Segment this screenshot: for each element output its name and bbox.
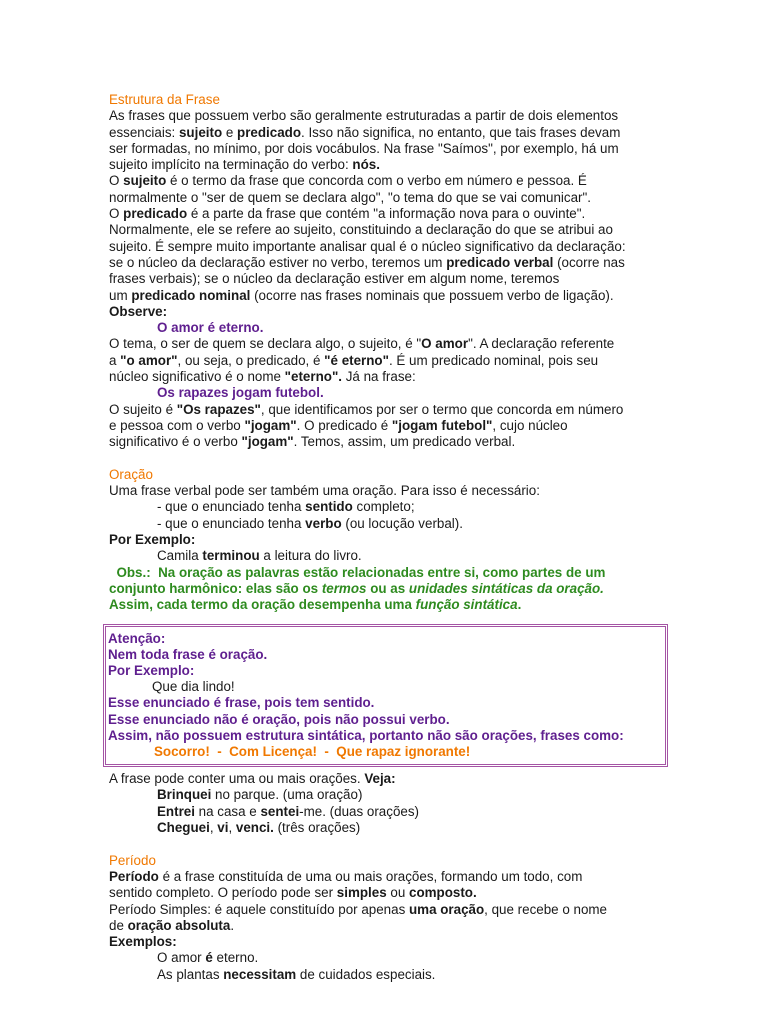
- text: e pessoa com o verbo: [109, 417, 245, 433]
- document-body: [109, 92, 669, 983]
- text: . O predicado é: [296, 417, 392, 433]
- text: de: [109, 917, 128, 933]
- text: a leitura do livro.: [259, 548, 362, 564]
- text: se o núcleo da declaração estiver no verbo, teremos um: [109, 254, 447, 270]
- bold-term: Brinquei: [157, 787, 212, 803]
- paragraph-line: ser formadas, no mínimo, por dois vocábulos. Na frase "Saímos", por exemplo, há um: [109, 140, 619, 156]
- text: , que recebe o nome: [484, 901, 608, 917]
- bold-term: sentido: [305, 499, 353, 515]
- paragraph-line: [109, 125, 669, 141]
- attention-title: Atenção:: [108, 630, 166, 646]
- paragraph-line: [109, 885, 669, 901]
- text: um: [109, 287, 132, 303]
- paragraph-line: Uma frase verbal pode ser também uma oração. Para isso é necessário:: [109, 483, 540, 499]
- italic-term: termos: [321, 580, 367, 596]
- paragraph-line: normalmente o "ser de quem se declara algo", "o tema do que se vai comunicar".: [109, 189, 591, 205]
- bold-term: oração absoluta: [127, 917, 231, 933]
- obs-note: Obs.: Na oração as palavras estão relacionadas entre si, como partes de um: [109, 564, 606, 580]
- bold-term: sujeito: [178, 124, 223, 140]
- text: , ou seja, o predicado, é: [177, 352, 325, 368]
- bold-term: "é eterno": [324, 352, 389, 368]
- bold-term: "jogam": [241, 434, 294, 450]
- bold-term: vi: [217, 820, 229, 836]
- bold-term: "jogam futebol": [391, 417, 493, 433]
- text: a: [109, 352, 121, 368]
- section-heading-oracao: Oração: [109, 466, 153, 482]
- bold-label: Observe:: [109, 303, 168, 319]
- bold-term: nós.: [352, 157, 380, 173]
- paragraph-line: [109, 353, 669, 369]
- paragraph-line: As frases que possuem verbo são geralmente estruturadas a partir de dois elementos: [109, 108, 619, 124]
- bold-term: é: [205, 950, 213, 966]
- text: ,: [209, 820, 218, 836]
- bold-term: sujeito: [123, 173, 167, 189]
- example-sentence: [109, 820, 669, 836]
- bold-label: Exemplos:: [109, 934, 177, 950]
- paragraph-line: frases verbais); se o núcleo da declaração estiver em algum nome, teremos: [109, 271, 560, 287]
- text: de cuidados especiais.: [296, 966, 436, 982]
- attention-line: Esse enunciado é frase, pois tem sentido.: [108, 695, 375, 711]
- bold-term: venci.: [235, 820, 274, 836]
- bold-term: verbo: [305, 515, 342, 531]
- bold-term: composto.: [409, 885, 477, 901]
- requirement-item: [109, 499, 669, 515]
- text: conjunto harmônico: elas são os: [109, 580, 322, 596]
- bold-term: Período: [109, 868, 159, 884]
- bold-term: simples: [336, 885, 387, 901]
- paragraph-line: [109, 173, 669, 189]
- por-exemplo-label: [109, 532, 669, 548]
- bold-term: "jogam": [244, 417, 297, 433]
- paragraph-line: [109, 902, 669, 918]
- text: O tema, o ser de quem se declara algo, o sujeito, é ": [109, 336, 422, 352]
- paragraph-line: [109, 288, 669, 304]
- text: ". A declaração referente: [468, 336, 615, 352]
- italic-term: função sintática: [415, 597, 518, 613]
- text: é a parte da frase que contém "a informação nova para o ouvinte".: [187, 206, 586, 222]
- text: . Isso não significa, no entanto, que tais frases devam: [301, 124, 621, 140]
- bold-term: predicado nominal: [131, 287, 251, 303]
- example-sentence: [109, 787, 669, 803]
- text: .: [230, 917, 235, 933]
- text: eterno.: [212, 950, 259, 966]
- example-sentence: Os rapazes jogam futebol.: [157, 385, 324, 401]
- paragraph-line: Normalmente, ele se refere ao sujeito, constituindo a declaração do que se atribui ao: [109, 222, 613, 238]
- text: Assim, cada termo da oração desempenha uma: [109, 597, 416, 613]
- text: ,: [228, 820, 236, 836]
- text: , cujo núcleo: [492, 417, 568, 433]
- bold-term: "o amor": [120, 352, 178, 368]
- example-sentence: [109, 950, 669, 966]
- text: , que identificamos por ser o termo que concorda em número: [260, 401, 624, 417]
- bold-term: Cheguei: [157, 820, 210, 836]
- text: (ocorre nas frases nominais que possuem verbo de ligação).: [250, 287, 614, 303]
- attention-line: Nem toda frase é oração.: [108, 646, 268, 662]
- text: e: [222, 124, 238, 140]
- text: sentido completo. O período pode ser: [109, 885, 337, 901]
- italic-term: unidades sintáticas da oração.: [408, 580, 604, 596]
- example-sentence: [109, 804, 669, 820]
- bold-term: predicado: [237, 124, 302, 140]
- text: no parque. (uma oração): [211, 787, 363, 803]
- text: na casa e: [194, 803, 261, 819]
- text: - que o enunciado tenha: [157, 515, 306, 531]
- observe-label: [109, 304, 669, 320]
- section-heading-estrutura: Estrutura da Frase: [109, 92, 220, 107]
- requirement-item: [109, 516, 669, 532]
- text: núcleo significativo é o nome: [109, 369, 285, 385]
- example-sentence: [109, 548, 669, 564]
- paragraph-line: [109, 336, 669, 352]
- text: Camila: [157, 548, 203, 564]
- text: .: [517, 597, 522, 613]
- attention-examples: Socorro! - Com Licença! - Que rapaz ignorante!: [154, 743, 471, 759]
- text: . É um predicado nominal, pois seu: [388, 352, 599, 368]
- text: A frase pode conter uma ou mais orações.: [109, 771, 365, 787]
- paragraph-line: [109, 369, 669, 385]
- obs-note: [109, 581, 669, 597]
- paragraph-line: sujeito. É sempre muito importante analisar qual é o núcleo significativo da declaração:: [109, 238, 626, 254]
- bold-term: O amor: [421, 336, 469, 352]
- attention-line: Por Exemplo:: [108, 662, 195, 678]
- text: ou: [386, 885, 409, 901]
- text: significativo é o verbo: [109, 434, 242, 450]
- spacer: [109, 836, 669, 852]
- text: é a frase constituída de uma ou mais orações, formando um todo, com: [158, 868, 583, 884]
- bold-term: terminou: [202, 548, 260, 564]
- text: . Temos, assim, um predicado verbal.: [293, 434, 516, 450]
- bold-term: necessitam: [223, 966, 297, 982]
- bold-term: predicado verbal: [446, 254, 554, 270]
- paragraph-line: [109, 869, 669, 885]
- exemplos-label: [109, 934, 669, 950]
- example-sentence: O amor é eterno.: [157, 320, 264, 336]
- text: -me. (duas orações): [299, 803, 419, 819]
- bold-term: "Os rapazes": [176, 401, 261, 417]
- text: As plantas: [157, 966, 224, 982]
- example-sentence: [109, 967, 669, 983]
- paragraph-line: [109, 434, 669, 450]
- paragraph-line: [109, 157, 669, 173]
- bold-label: Por Exemplo:: [109, 532, 196, 548]
- attention-line: Esse enunciado não é oração, pois não possui verbo.: [108, 711, 450, 727]
- paragraph-line: [109, 918, 669, 934]
- text: é o termo da frase que concorda com o verbo em número e pessoa. É: [166, 173, 587, 189]
- text: O: [109, 206, 124, 222]
- bold-term: uma oração: [409, 901, 485, 917]
- text: ou as: [366, 580, 409, 596]
- text: completo;: [352, 499, 415, 515]
- spacer: [109, 451, 669, 467]
- text: O: [109, 173, 124, 189]
- text: O amor: [157, 950, 206, 966]
- paragraph-line: [109, 206, 669, 222]
- paragraph-line: [109, 771, 669, 787]
- bold-term: predicado: [123, 206, 188, 222]
- obs-note: [109, 597, 669, 613]
- text: Período Simples: é aquele constituído por apenas: [109, 901, 409, 917]
- paragraph-line: [109, 418, 669, 434]
- paragraph-line: [109, 402, 669, 418]
- attention-example: Que dia lindo!: [152, 679, 235, 695]
- bold-term: sentei: [260, 803, 300, 819]
- bold-term: Entrei: [157, 803, 195, 819]
- text: - que o enunciado tenha: [157, 499, 306, 515]
- text: (ocorre nas: [553, 254, 625, 270]
- attention-line: Assim, não possuem estrutura sintática, portanto não são orações, frases como:: [108, 727, 624, 743]
- attention-box: [103, 624, 668, 768]
- paragraph-line: [109, 255, 669, 271]
- bold-term: Veja:: [364, 771, 396, 787]
- text: (três orações): [273, 820, 361, 836]
- text: O sujeito é: [109, 401, 177, 417]
- bold-term: "eterno".: [284, 369, 343, 385]
- text: (ou locução verbal).: [341, 515, 463, 531]
- text: essenciais:: [109, 124, 179, 140]
- text: sujeito implícito na terminação do verbo:: [109, 157, 353, 173]
- text: Já na frase:: [342, 369, 416, 385]
- section-heading-periodo: Período: [109, 852, 156, 868]
